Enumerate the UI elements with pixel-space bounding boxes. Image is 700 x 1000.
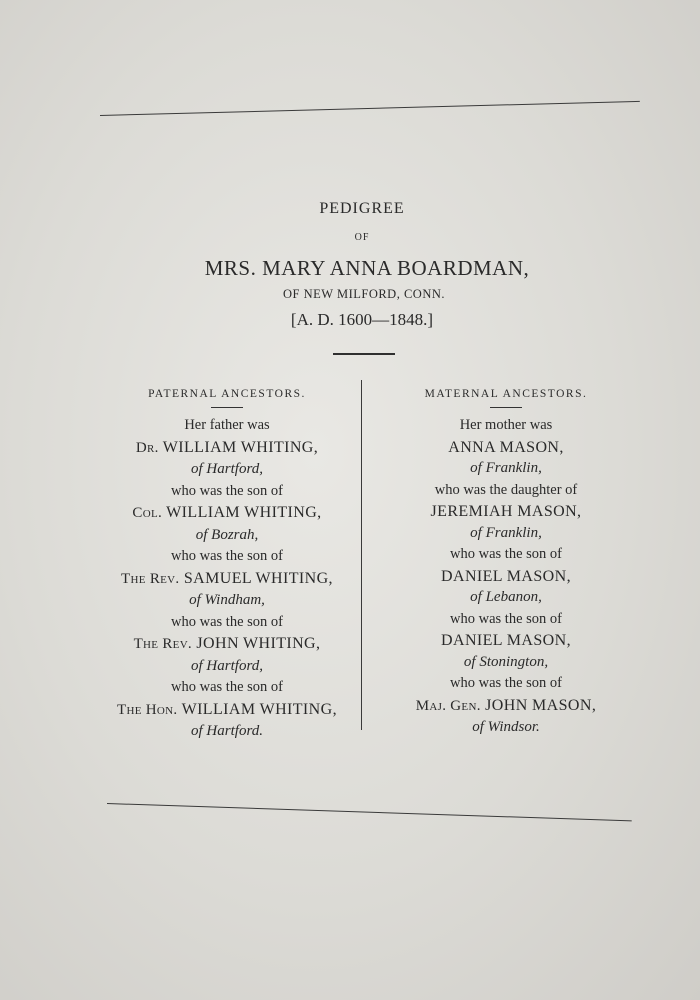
ancestor-name: JEREMIAH MASON, (430, 503, 582, 520)
relation-text: who was the son of (450, 546, 562, 562)
ancestor-place: of Hartford, (191, 657, 263, 674)
subject-place: OF NEW MILFORD, CONN. (282, 287, 445, 301)
paternal-lineage (96, 415, 358, 743)
ancestor-place: of Hartford. (191, 723, 263, 739)
ancestor-title: Dr. (135, 439, 159, 456)
ancestor-title: The Hon. (117, 701, 178, 718)
ancestor-place: of Windham, (189, 592, 265, 608)
ancestor-line (96, 437, 358, 460)
ancestor-place: of Lebanon, (470, 589, 542, 605)
ancestor-line (372, 501, 640, 523)
ancestor-line (372, 566, 640, 588)
ancestor-name: WILLIAM WHITING, (162, 438, 319, 456)
ancestor-place: of Franklin, (470, 524, 542, 541)
relation-text: who was the son of (171, 613, 283, 630)
ancestor-line (96, 502, 358, 525)
ancestor-title: The Rev. (121, 570, 180, 587)
ancestor-name: JOHN WHITING, (196, 635, 321, 652)
date-range: [A. D. 1600—1848.] (290, 310, 434, 329)
relation-text: Her mother was (459, 417, 553, 433)
ancestor-place: of Stonington, (463, 653, 549, 670)
ancestor-name: WILLIAM WHITING, (181, 700, 337, 718)
ancestor-place: of Windsor. (472, 719, 540, 735)
ancestor-name: DANIEL MASON, (441, 567, 571, 585)
ancestor-place: of Hartford, (191, 461, 263, 477)
paternal-heading: PATERNAL ANCESTORS. (148, 388, 306, 400)
relation-text: who was the son of (171, 548, 283, 564)
paternal-heading-rule (211, 407, 243, 408)
ancestor-name: DANIEL MASON, (441, 632, 571, 649)
relation-text: who was the son of (171, 679, 283, 695)
ancestor-line (372, 630, 640, 652)
relation-text: who was the son of (450, 610, 562, 627)
ancestor-name: JOHN MASON, (485, 696, 597, 714)
bottom-rule (107, 803, 632, 821)
relation-text: Her father was (184, 417, 270, 433)
relation-text: who was the daughter of (434, 481, 578, 498)
relation-text: who was the son of (450, 675, 562, 691)
ancestor-line (372, 437, 640, 459)
subject-name: MRS. MARY ANNA BOARDMAN, (204, 256, 530, 280)
title-divider (333, 353, 395, 355)
ancestor-title: Col. (132, 505, 163, 521)
ancestor-line (96, 633, 358, 656)
paternal-column (96, 384, 358, 743)
relation-text: who was the son of (171, 482, 283, 499)
ancestor-line (96, 568, 358, 591)
maternal-lineage (372, 415, 640, 739)
ancestor-title: The Rev. (133, 636, 192, 652)
ancestor-title: Maj. Gen. (415, 697, 481, 714)
ancestor-name: WILLIAM WHITING, (166, 504, 322, 521)
ancestor-name: SAMUEL WHITING, (183, 569, 333, 587)
ancestor-name: ANNA MASON, (448, 438, 564, 456)
column-divider (361, 380, 362, 730)
ancestor-place: of Franklin, (470, 460, 542, 476)
top-rule (100, 101, 640, 116)
ancestor-line (372, 695, 640, 718)
maternal-heading-rule (490, 407, 522, 408)
ancestor-place: of Bozrah, (195, 526, 259, 543)
maternal-column (372, 384, 640, 739)
title-of: OF (354, 232, 370, 243)
page-title: PEDIGREE (319, 200, 405, 217)
ancestor-line (96, 699, 358, 722)
maternal-heading: MATERNAL ANCESTORS. (424, 388, 588, 400)
